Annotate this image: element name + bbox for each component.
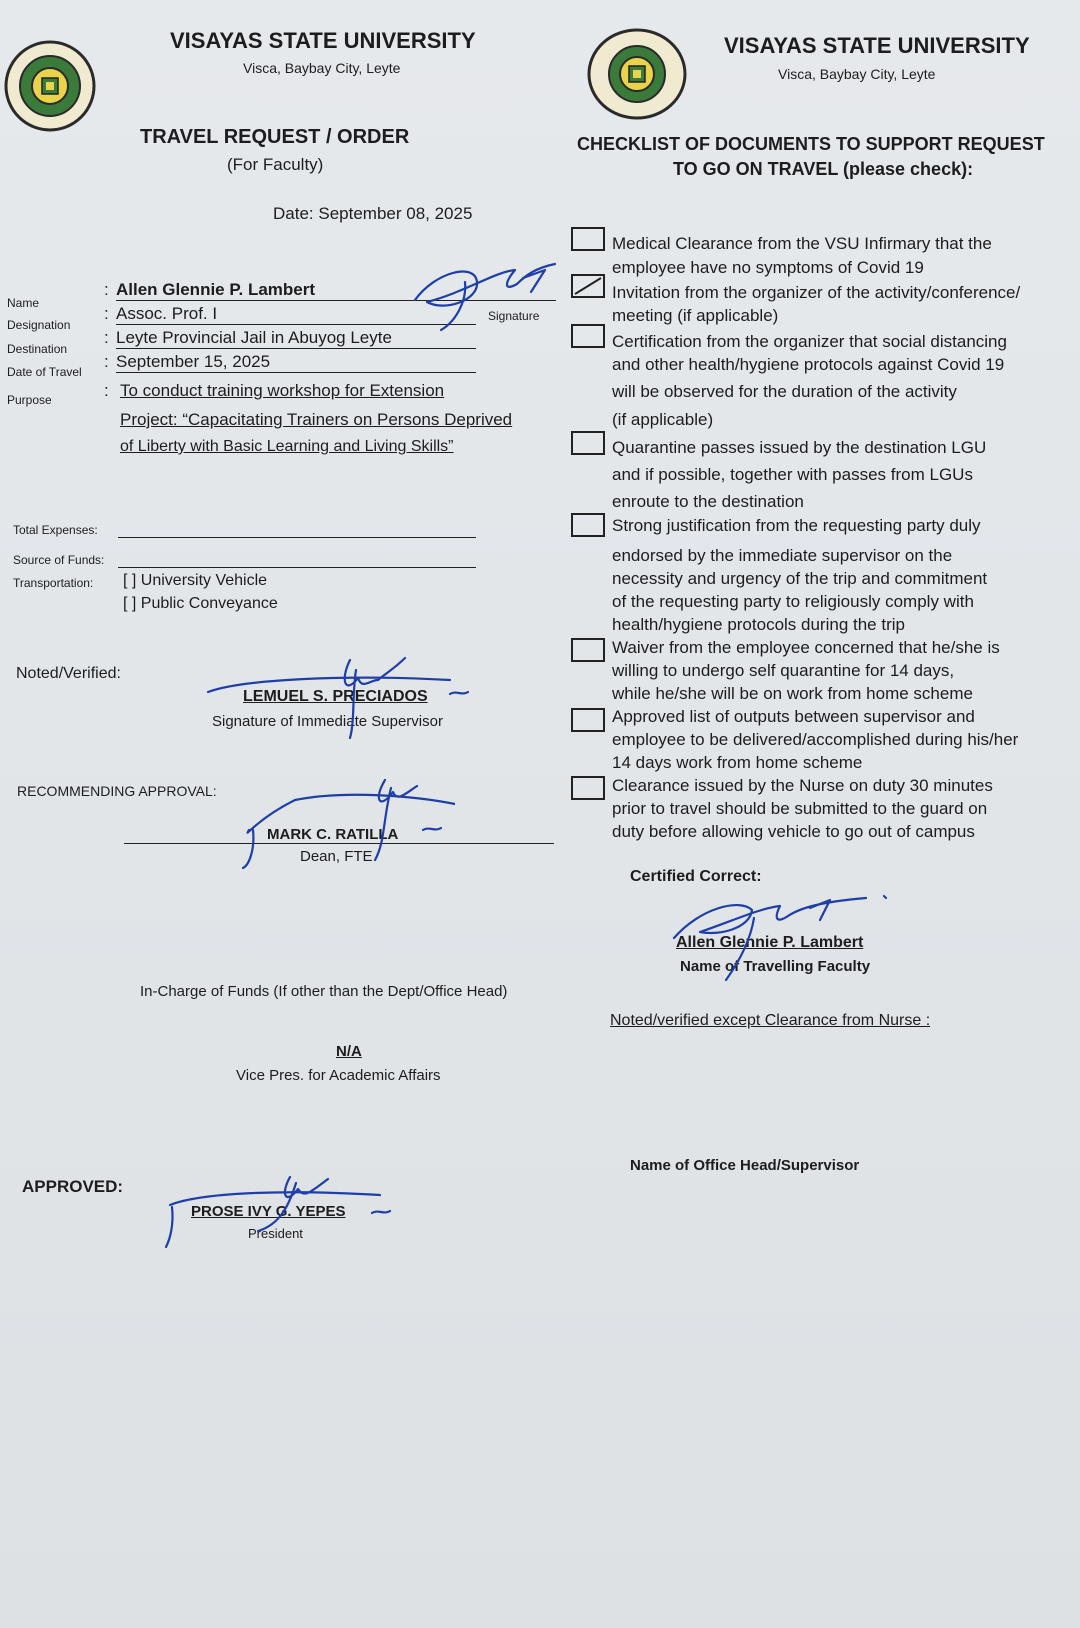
signature-label: Signature [488,309,540,323]
supervisor-role: Signature of Immediate Supervisor [212,713,443,730]
dean-signature [235,770,455,870]
form-subtitle: (For Faculty) [227,155,324,174]
transport-option-public: [ ] Public Conveyance [123,595,278,612]
vpaa-name: N/A [336,1043,362,1060]
dean-role: Dean, FTE [300,848,373,865]
destination-value: Leyte Provincial Jail in Abuyog Leyte [116,328,476,349]
vpaa-role: Vice Pres. for Academic Affairs [236,1067,441,1084]
checklist-item-4-line-1: Quarantine passes issued by the destination LGU [612,438,987,457]
transport-option-vehicle: [ ] University Vehicle [123,572,268,589]
checklist-item-8-line-2: prior to travel should be submitted to the guard on [612,799,988,818]
faculty-signature [670,888,890,983]
checkbox-medical-clearance[interactable] [571,227,605,251]
checklist-item-6-line-1: Waiver from the employee concerned that he/she is [612,638,1000,657]
checkbox-certification[interactable] [571,324,605,348]
checklist-item-1-line-1: Medical Clearance from the VSU Infirmary that the [612,234,992,253]
incharge-of-funds-label: In-Charge of Funds (If other than the Dept/Office Head) [140,983,508,1000]
applicant-signature [405,252,565,332]
checklist-item-4-line-2: and if possible, together with passes from LGUs [612,465,973,484]
checkbox-quarantine-passes[interactable] [571,431,605,455]
right-university-name: VISAYAS STATE UNIVERSITY [724,33,1030,58]
checklist-item-8-line-3: duty before allowing vehicle to go out of campus [612,822,975,841]
check-mark-icon [573,276,603,296]
noted-verified-except: Noted/verified except Clearance from Nurse : [610,1012,931,1029]
checklist-item-3-line-4: (if applicable) [612,410,714,429]
purpose-label: Purpose [7,393,52,407]
checklist-title-line-1: CHECKLIST OF DOCUMENTS TO SUPPORT REQUEST [577,134,1045,154]
president-name: PROSE IVY G. YEPES [191,1203,346,1220]
form-title: TRAVEL REQUEST / ORDER [140,126,410,148]
total-expenses-line [118,522,476,538]
checkbox-nurse-clearance[interactable] [571,776,605,800]
name-value: Allen Glennie P. Lambert [116,280,556,301]
total-expenses-label: Total Expenses: [13,523,98,537]
date-of-travel-value: September 15, 2025 [116,352,476,373]
checklist-item-6-line-2: willing to undergo self quarantine for 14 days, [612,661,955,680]
source-of-funds-label: Source of Funds: [13,553,105,567]
checklist-item-2-line-1: Invitation from the organizer of the activity/conference/ [612,283,1021,302]
checkbox-approved-outputs[interactable] [571,708,605,732]
supervisor-name: LEMUEL S. PRECIADOS [243,688,428,705]
checkbox-strong-justification[interactable] [571,513,605,537]
checklist-item-4-line-3: enroute to the destination [612,492,804,511]
checklist-item-7-line-3: 14 days work from home scheme [612,753,863,772]
university-name: VISAYAS STATE UNIVERSITY [170,28,476,53]
right-university-address: Visca, Baybay City, Leyte [778,66,936,82]
university-seal-left [2,38,98,134]
checklist-item-5-line-1: Strong justification from the requesting party duly [612,516,981,535]
purpose-line-1: To conduct training workshop for Extension [120,381,445,400]
noted-verified-label: Noted/Verified: [16,665,121,682]
purpose-line-3: of Liberty with Basic Learning and Living Skills” [120,438,454,455]
certified-correct-label: Certified Correct: [630,868,762,885]
checklist-item-5-line-3: necessity and urgency of the trip and commitment [612,569,988,588]
university-seal-right [585,26,689,122]
source-of-funds-line [118,552,476,568]
checkbox-waiver[interactable] [571,638,605,662]
checklist-item-8-line-1: Clearance issued by the Nurse on duty 30 minutes [612,776,993,795]
checklist-item-5-line-4: of the requesting party to religiously comply with [612,592,974,611]
destination-label: Destination [7,342,68,356]
checklist-item-1-line-2: employee have no symptoms of Covid 19 [612,258,924,277]
dean-name: MARK C. RATILLA [267,826,399,843]
checklist-item-2-line-2: meeting (if applicable) [612,306,779,325]
designation-label: Designation [7,318,71,332]
checklist-title-line-2: TO GO ON TRAVEL (please check): [673,159,974,179]
checklist-item-3-line-2: and other health/hygiene protocols against Covid 19 [612,355,1005,374]
checkbox-invitation[interactable] [571,274,605,298]
transportation-label: Transportation: [13,576,94,590]
name-label: Name [7,296,40,310]
president-role: President [248,1226,303,1241]
checklist-item-5-line-2: endorsed by the immediate supervisor on the [612,546,953,565]
date-of-travel-label: Date of Travel [7,365,82,379]
office-head-label: Name of Office Head/Supervisor [630,1157,860,1174]
purpose-line-2: Project: “Capacitating Trainers on Persons Deprived [120,410,513,429]
travelling-faculty-name: Allen Glennie P. Lambert [676,934,864,951]
recommending-approval-label: RECOMMENDING APPROVAL: [17,783,217,799]
checklist-item-7-line-1: Approved list of outputs between supervisor and [612,707,975,726]
checklist-item-6-line-3: while he/she will be on work from home scheme [612,684,973,703]
checklist-item-5-line-5: health/hygiene protocols during the trip [612,615,905,634]
checklist-item-3-line-1: Certification from the organizer that social distancing [612,332,1007,351]
checklist-item-7-line-2: employee to be delivered/accomplished during his/her [612,730,1019,749]
university-address: Visca, Baybay City, Leyte [243,60,401,76]
travelling-faculty-role: Name of Travelling Faculty [680,958,871,975]
request-date: Date: September 08, 2025 [273,204,473,223]
president-signature [160,1165,400,1250]
checklist-item-3-line-3: will be observed for the duration of the activity [612,382,957,401]
supervisor-signature [200,650,480,740]
designation-value: Assoc. Prof. I [116,304,476,325]
approved-label: APPROVED: [22,1177,124,1196]
